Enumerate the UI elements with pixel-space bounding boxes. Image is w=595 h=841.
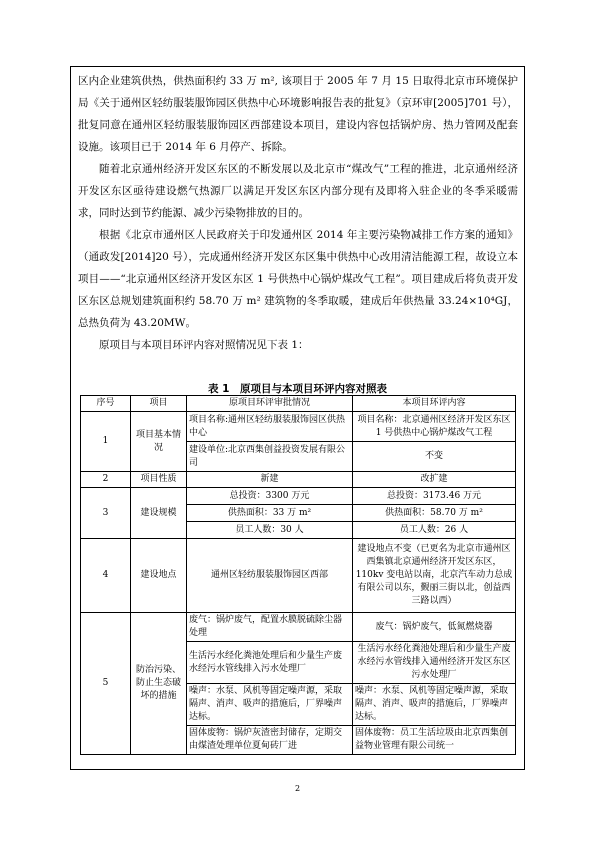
row-number: 3 xyxy=(81,488,131,539)
row-number: 1 xyxy=(81,412,131,472)
row-item: 项目性质 xyxy=(131,472,187,488)
original-cell: 项目名称:通州区轻纺服装服饰园区供热中心 xyxy=(187,412,353,442)
original-cell: 员工人数：30 人 xyxy=(187,522,353,539)
original-cell: 总投资：3300 万元 xyxy=(187,488,353,505)
row-item: 建设规模 xyxy=(131,488,187,539)
table-row xyxy=(81,412,516,442)
paragraph-3: 根据《北京市通州区人民政府关于印发通州区 2014 年主要污染物减排工作方案的通知》（通政发[2014]20 号），完成通州经济开发区东区集中供热中心改用清洁能源工程，故设立本项目——“北京通州区经济开发区东区 1 号供热中心锅炉煤改气工程”。项目建成后将负责开发区东区总规划建筑面积约 58.70 万 m² 建筑物的冬季取暖，建成后年供热量 33.24×10⁴GJ，总热负荷为 43.20MW。 xyxy=(78,229,518,329)
header-no: 序号 xyxy=(81,396,131,412)
original-cell: 建设单位:北京西集创益投资发展有限公司 xyxy=(187,442,353,472)
row-number: 2 xyxy=(81,472,131,488)
original-cell: 噪声：水泵、风机等固定噪声源，采取隔声、消声、吸声的措施后，厂界噪声达标。 xyxy=(187,684,353,726)
original-cell: 供热面积：33 万 m² xyxy=(187,505,353,522)
original-cell: 新建 xyxy=(187,472,353,488)
paragraph-4: 原项目与本项目环评内容对照情况见下表 1： xyxy=(99,339,309,351)
row-item: 项目基本情况 xyxy=(131,412,187,472)
current-cell: 员工人数：26 人 xyxy=(353,522,516,539)
comparison-table xyxy=(80,395,516,755)
original-cell: 通州区轻纺服装服饰园区西部 xyxy=(187,539,353,613)
current-cell: 噪声：水泵、风机等固定噪声源，采取隔声、消声、吸声的措施后，厂界噪声达标。 xyxy=(353,684,516,726)
current-cell: 供热面积：58.70 万 m² xyxy=(353,505,516,522)
table-row xyxy=(81,488,516,505)
current-cell: 总投资：3173.46 万元 xyxy=(353,488,516,505)
original-cell: 废气：锅炉废气，配置水膜脱硫除尘器处理 xyxy=(187,613,353,642)
table-header-row xyxy=(81,396,516,412)
header-original: 原项目环评审批情况 xyxy=(187,396,353,412)
page-number: 2 xyxy=(294,784,301,793)
current-cell: 不变 xyxy=(353,442,516,472)
current-cell: 建设地点不变（已更名为北京市通州区西集镇北京通州经济开发区东区，110kv 变电站以南，北京汽车动力总成有限公司以东，觐丽三街以北，创益西三路以西） xyxy=(353,539,516,613)
paragraph-2: 随着北京通州经济开发区东区的不断发展以及北京市“煤改气”工程的推进，北京通州经济开发区东区亟待建设燃气热源厂以满足开发区东区内部分现有及即将入驻企业的冬季采暖需求，同时达到节约能源、减少污染物排放的目的。 xyxy=(78,163,518,219)
table-row xyxy=(81,613,516,642)
table-row xyxy=(81,539,516,613)
row-number: 4 xyxy=(81,539,131,613)
paragraph-1: 区内企业建筑供热，供热面积约 33 万 m², 该项目于 2005 年 7 月 15 日取得北京市环境保护局《关于通州区轻纺服装服饰园区供热中心环境影响报告表的批复》（京环审[2005]701 号），批复同意在通州区轻纺服装服饰园区西部建设本项目，建设内容包括锅炉房、热力管网及配套设施。该项目已于 2014 年 6 月停产、拆除。 xyxy=(78,75,518,153)
table-caption: 表 1 原项目与本项目环评内容对照表 xyxy=(208,383,387,395)
row-item: 建设地点 xyxy=(131,539,187,613)
row-number: 5 xyxy=(81,613,131,755)
original-cell: 生活污水经化粪池处理后和少量生产废水经污水管线排入污水处理厂 xyxy=(187,642,353,684)
table-row xyxy=(81,472,516,488)
header-current: 本项目环评内容 xyxy=(353,396,516,412)
current-cell: 生活污水经化粪池处理后和少量生产废水经污水管线排入通州经济开发区东区污水处理厂 xyxy=(353,642,516,684)
current-cell: 项目名称：北京通州区经济开发区东区 1 号供热中心锅炉煤改气工程 xyxy=(353,412,516,442)
current-cell: 废气：锅炉废气，低氮燃烧器 xyxy=(353,613,516,642)
current-cell: 改扩建 xyxy=(353,472,516,488)
current-cell: 固体废物：员工生活垃圾由北京西集创益物业管理有限公司统一 xyxy=(353,726,516,755)
original-cell: 固体废物：锅炉灰渣密封储存，定期交由煤渣处理单位夏甸砖厂进 xyxy=(187,726,353,755)
header-item: 项目 xyxy=(131,396,187,412)
row-item: 防治污染、防止生态破坏的措施 xyxy=(131,613,187,755)
